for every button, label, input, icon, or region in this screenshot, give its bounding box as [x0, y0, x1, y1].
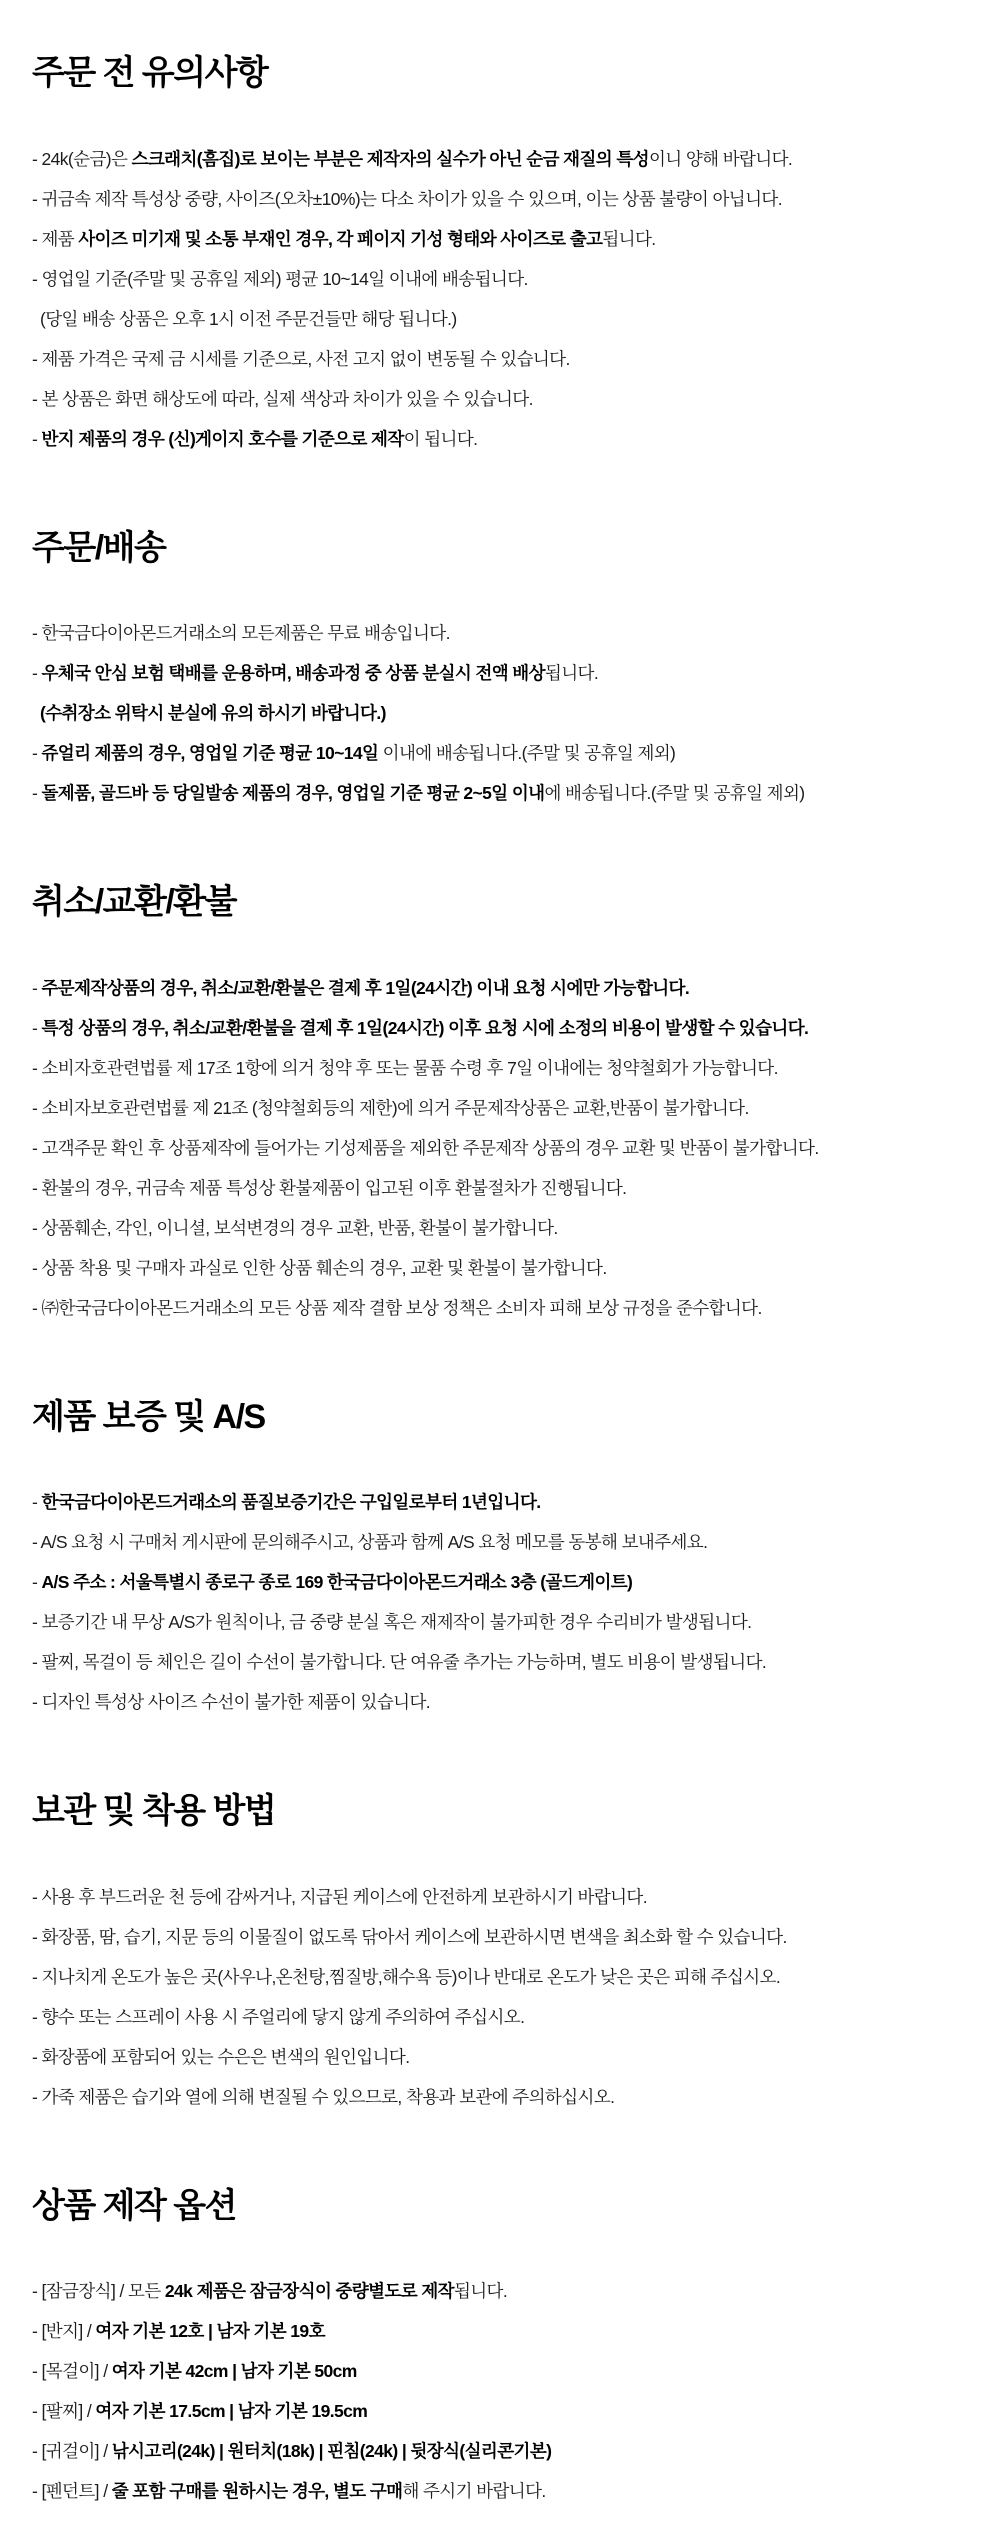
notice-item-list	[32, 613, 972, 813]
notice-text-segment: 사이즈 미기재 및 소통 부재인 경우, 각 페이지 기성 형태와 사이즈로 출고	[78, 228, 603, 249]
notice-item-list	[32, 1482, 972, 1722]
notice-line	[32, 299, 972, 339]
notice-line	[32, 2311, 972, 2351]
notice-text-segment: - 한국금다이아몬드거래소의 모든제품은 무료 배송입니다.	[32, 623, 450, 643]
notice-line	[32, 1957, 972, 1997]
notice-line	[32, 773, 972, 813]
notice-text-segment: - 화장품, 땀, 습기, 지문 등의 이물질이 없도록 닦아서 케이스에 보관하시면 변색을 최소화 할 수 있습니다.	[32, 1926, 787, 1947]
notice-line	[32, 1288, 972, 1328]
notice-text-segment: A/S 주소 : 서울특별시 종로구 종로 169 한국금다이아몬드거래소 3층 (골드게이트)	[41, 1572, 633, 1592]
notice-text-segment: 여자 기본 12호 | 남자 기본 19호	[95, 2321, 325, 2341]
notice-text-segment: -	[32, 1492, 42, 1512]
notice-text-segment: 여자 기본 42cm | 남자 기본 50cm	[111, 2361, 357, 2381]
notice-line	[32, 1602, 972, 1642]
notice-text-segment: - 디자인 특성상 사이즈 수선이 불가한 제품이 있습니다.	[32, 1692, 431, 1712]
notice-text-segment: - [팔찌] /	[32, 2401, 96, 2421]
notice-text-segment: 주문제작상품의 경우, 취소/교환/환불은 결제 후 1일(24시간) 이내 요청 시에만 가능합니다.	[41, 977, 690, 998]
notice-text-segment: - [펜던트] /	[32, 2481, 112, 2501]
notice-line	[32, 613, 972, 653]
notice-text-segment: 됩니다.	[453, 2281, 508, 2301]
notice-line	[32, 139, 972, 179]
notice-line	[32, 2037, 972, 2077]
notice-text-segment: 해 주시기 바랍니다.	[402, 2481, 546, 2501]
notice-text-segment: 여자 기본 17.5cm | 남자 기본 19.5cm	[95, 2401, 368, 2421]
notice-line	[32, 1682, 972, 1722]
notice-line	[32, 339, 972, 379]
notice-text-segment: -	[32, 428, 42, 449]
notice-text-segment: 돌제품, 골드바 등 당일발송 제품의 경우, 영업일 기준 평균 2~5일 이내	[41, 783, 545, 803]
notice-line	[32, 419, 972, 459]
notice-line	[32, 1642, 972, 1682]
notice-text-segment: - [잠금장식] / 모든	[32, 2281, 165, 2301]
notice-line	[32, 1208, 972, 1248]
notice-text-segment: 쥬얼리 제품의 경우, 영업일 기준 평균 10~14일	[41, 743, 379, 763]
section-storage-wearing	[32, 1790, 972, 2117]
notice-item-list	[32, 1877, 972, 2117]
notice-text-segment: 반지 제품의 경우 (신)게이지 호수를 기준으로 제작	[41, 428, 404, 449]
notice-text-segment: - 고객주문 확인 후 상품제작에 들어가는 기성제품을 제외한 주문제작 상품의 경우 교환 및 반품이 불가합니다.	[32, 1137, 819, 1158]
notice-text-segment: -	[32, 663, 42, 683]
notice-line	[32, 733, 972, 773]
notice-text-segment: - 본 상품은 화면 해상도에 따라, 실제 색상과 차이가 있을 수 있습니다.	[32, 388, 533, 409]
notice-text-segment: (수취장소 위탁시 분실에 유의 하시기 바랍니다.)	[40, 703, 386, 723]
notice-text-segment: 이내에 배송됩니다.(주말 및 공휴일 제외)	[378, 743, 676, 763]
notice-text-segment: - 상품 착용 및 구매자 과실로 인한 상품 훼손의 경우, 교환 및 환불이 불가합니다.	[32, 1257, 607, 1278]
section-title: 주문/배송	[32, 528, 166, 567]
notice-line	[32, 1168, 972, 1208]
notice-line	[32, 2077, 972, 2117]
notice-line	[32, 2351, 972, 2391]
notice-line	[32, 2391, 972, 2431]
notice-text-segment: 낚시고리(24k) | 원터치(18k) | 핀침(24k) | 뒷장식(실리콘기본)	[111, 2441, 552, 2461]
notice-text-segment: - 사용 후 부드러운 천 등에 감싸거나, 지급된 케이스에 안전하게 보관하시기 바랍니다.	[32, 1886, 648, 1907]
notice-line	[32, 1008, 972, 1048]
notice-text-segment: - 제품	[32, 228, 79, 249]
notice-text-segment: 우체국 안심 보험 택배를 운용하며, 배송과정 중 상품 분실시 전액 배상	[41, 663, 545, 683]
notice-line	[32, 1562, 972, 1602]
notice-line	[32, 1877, 972, 1917]
notice-line	[32, 1088, 972, 1128]
notice-line	[32, 1128, 972, 1168]
section-title: 상품 제작 옵션	[32, 2186, 236, 2225]
notice-text-segment: - [반지] /	[32, 2321, 96, 2341]
notice-text-segment: -	[32, 1572, 42, 1592]
section-order-precautions	[32, 52, 972, 459]
notice-text-segment: - 귀금속 제작 특성상 중량, 사이즈(오차±10%)는 다소 차이가 있을 수 있으며, 이는 상품 불량이 아닙니다.	[32, 188, 782, 209]
notice-text-segment: - 환불의 경우, 귀금속 제품 특성상 환불제품이 입고된 이후 환불절차가 진행됩니다.	[32, 1177, 627, 1198]
notice-text-segment: - ㈜한국금다이아몬드거래소의 모든 상품 제작 결함 보상 정책은 소비자 피해 보상 규정을 준수합니다.	[32, 1297, 762, 1318]
notice-line	[32, 219, 972, 259]
section-warranty-as	[32, 1396, 972, 1723]
notice-item-list	[32, 968, 972, 1328]
notice-line	[32, 2431, 972, 2471]
notice-text-segment: 됩니다.	[602, 228, 656, 249]
notice-text-segment: 줄 포함 구매를 원하시는 경우, 별도 구매	[111, 2481, 403, 2501]
notice-line	[32, 259, 972, 299]
notice-text-segment: - 소비자보호관련법률 제 21조 (청약철회등의 제한)에 의거 주문제작상품은 교환,반품이 불가합니다.	[32, 1097, 749, 1118]
notice-line	[32, 1048, 972, 1088]
notice-line	[32, 179, 972, 219]
notice-line	[32, 653, 972, 693]
notice-text-segment: - 보증기간 내 무상 A/S가 원칙이나, 금 중량 분실 혹은 재제작이 불가피한 경우 수리비가 발생됩니다.	[32, 1612, 752, 1632]
notice-text-segment: 한국금다이아몬드거래소의 품질보증기간은 구입일로부터 1년입니다.	[41, 1492, 541, 1512]
notice-line	[32, 1997, 972, 2037]
notice-text-segment: - 향수 또는 스프레이 사용 시 주얼리에 닿지 않게 주의하여 주십시오.	[32, 2006, 525, 2027]
section-title: 제품 보증 및 A/S	[32, 1397, 265, 1436]
notice-line	[32, 1917, 972, 1957]
notice-text-segment: (당일 배송 상품은 오후 1시 이전 주문건들만 해당 됩니다.)	[40, 308, 457, 329]
notice-item-list	[32, 139, 972, 459]
notice-text-segment: - 24k(순금)은	[32, 148, 132, 169]
section-title: 보관 및 착용 방법	[32, 1792, 276, 1830]
notice-line	[32, 693, 972, 733]
notice-text-segment: 에 배송됩니다.(주말 및 공휴일 제외)	[544, 783, 805, 803]
notice-text-segment: 특정 상품의 경우, 취소/교환/환불을 결제 후 1일(24시간) 이후 요청 시에 소정의 비용이 발생할 수 있습니다.	[41, 1017, 809, 1038]
notice-text-segment: - 화장품에 포함되어 있는 수은은 변색의 원인입니다.	[32, 2046, 410, 2067]
notice-text-segment: 이니 양해 바랍니다.	[648, 148, 793, 169]
notice-text-segment: 24k 제품은 잠금장식이 중량별도로 제작	[164, 2281, 454, 2301]
notice-text-segment: - 팔찌, 목걸이 등 체인은 길이 수선이 불가합니다. 단 여유줄 추가는 가능하며, 별도 비용이 발생됩니다.	[32, 1652, 767, 1672]
notice-text-segment: - 지나치게 온도가 높은 곳(사우나,온천탕,찜질방,해수욕 등)이나 반대로 온도가 낮은 곳은 피해 주십시오.	[32, 1966, 781, 1987]
notice-text-segment: - 상품훼손, 각인, 이니셜, 보석변경의 경우 교환, 반품, 환불이 불가합니다.	[32, 1217, 558, 1238]
notice-text-segment: - [목걸이] /	[32, 2361, 112, 2381]
notice-text-segment: - [귀걸이] /	[32, 2441, 112, 2461]
notice-line	[32, 1522, 972, 1562]
notice-text-segment: -	[32, 1017, 42, 1038]
notice-text-segment: - 영업일 기준(주말 및 공휴일 제외) 평균 10~14일 이내에 배송됩니다.	[32, 268, 528, 289]
notice-text-segment: 스크래치(흠집)로 보이는 부분은 제작자의 실수가 아닌 순금 재질의 특성	[131, 148, 649, 169]
notice-line	[32, 1482, 972, 1522]
section-title: 주문 전 유의사항	[32, 54, 268, 92]
notice-item-list	[32, 2271, 972, 2511]
notice-text-segment: 이 됩니다.	[403, 428, 478, 449]
notice-text-segment: - 제품 가격은 국제 금 시세를 기준으로, 사전 고지 없이 변동될 수 있습니다.	[32, 348, 570, 369]
notice-line	[32, 968, 972, 1008]
notice-line	[32, 379, 972, 419]
section-title: 취소/교환/환불	[32, 883, 236, 921]
notice-line	[32, 1248, 972, 1288]
notice-line	[32, 2471, 972, 2511]
notice-text-segment: - 소비자호관련법률 제 17조 1항에 의거 청약 후 또는 물품 수령 후 7일 이내에는 청약철회가 가능합니다.	[32, 1057, 778, 1078]
section-cancel-exchange-refund	[32, 881, 972, 1328]
notice-text-segment: -	[32, 977, 42, 998]
notice-text-segment: -	[32, 743, 42, 763]
notice-text-segment: -	[32, 783, 42, 803]
notice-text-segment: 됩니다.	[544, 663, 599, 683]
notice-text-segment: - A/S 요청 시 구매처 게시판에 문의해주시고, 상품과 함께 A/S 요청 메모를 동봉해 보내주세요.	[32, 1532, 708, 1552]
section-order-shipping	[32, 527, 972, 814]
notice-line	[32, 2271, 972, 2311]
notice-text-segment: - 가죽 제품은 습기와 열에 의해 변질될 수 있으므로, 착용과 보관에 주의하십시오.	[32, 2086, 615, 2107]
section-product-options	[32, 2185, 972, 2512]
